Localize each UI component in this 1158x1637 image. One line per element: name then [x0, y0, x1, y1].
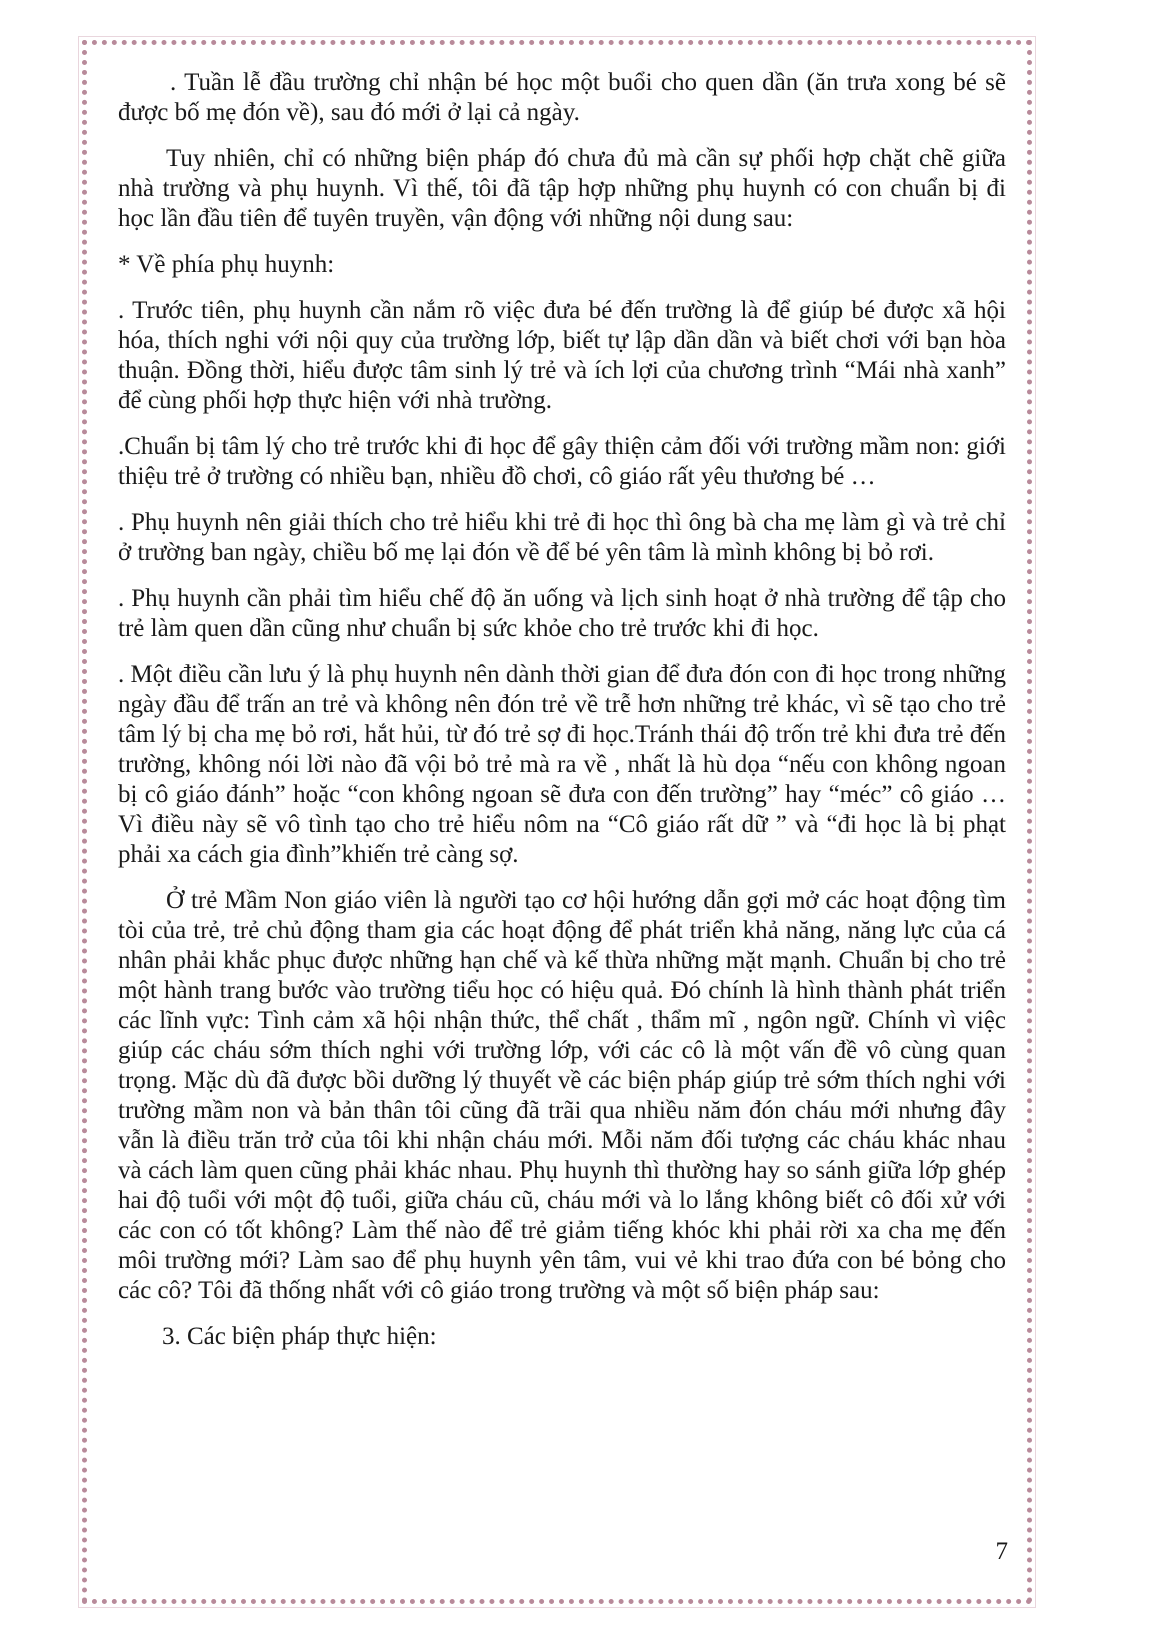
section-measures-heading: 3. Các biện pháp thực hiện: [162, 1323, 437, 1350]
paragraph-teacher-role: Ở trẻ Mầm Non giáo viên là người tạo cơ hội hướng dẫn gợi mở các hoạt động tìm tòi của trẻ, trẻ chủ động tham gia các hoạt động để phát triển khả năng, năng lực của cá nhân phải khắc phục được những hạn chế và kế thừa những mặt mạnh. Chuẩn bị cho trẻ một hành trang bước vào trường tiểu học có hiệu quả. Đó chính là hình thành phát triển các lĩnh vực: Tình cảm xã hội nhận thức, thể chất , thẩm mĩ , ngôn ngữ. Chính vì việc giúp các cháu sớm thích nghi với trường lớp, với các cô là một vấn đề vô cùng quan trọng. Mặc dù đã được bồi dưỡng lý thuyết về các biện pháp giúp trẻ sớm thích nghi với trường mầm non và bản thân tôi cũng đã trãi qua nhiều năm đón cháu mới nhưng đây vẫn là điều trăn trở của tôi khi nhận cháu mới. Mỗi năm đối tượng các cháu khác nhau và cách làm quen cũng phải khác nhau. Phụ huynh thì thường hay so sánh giữa lớp ghép hai độ tuổi với một độ tuổi, giữa cháu cũ, cháu mới và lo lắng không biết cô đối xử với các con có tốt không? Làm thế nào để trẻ giảm tiếng khóc khi phải rời xa cha mẹ đến môi trường mới? Làm sao để phụ huynh yên tâm, vui vẻ khi trao đứa con bé bỏng cho các cô? Tôi đã thống nhất với cô giáo trong trường và một số biện pháp sau: [118, 887, 1006, 1304]
paragraph-psychological-prep: .Chuẩn bị tâm lý cho trẻ trước khi đi học để gây thiện cảm đối với trường mầm non: giới thiệu trẻ ở trường có nhiều bạn, nhiều đồ chơi, cô giáo rất yêu thương bé … [118, 433, 1006, 490]
paragraph-parent-coordination: Tuy nhiên, chỉ có những biện pháp đó chưa đủ mà cần sự phối hợp chặt chẽ giữa nhà trường và phụ huynh. Vì thế, tôi đã tập hợp những phụ huynh có con chuẩn bị đi học lần đầu tiên để tuyên truyền, vận động với những nội dung sau: [118, 145, 1006, 232]
section-parents-heading: * Về phía phụ huynh: [118, 251, 335, 278]
paragraph-diet-schedule: . Phụ huynh cần phải tìm hiểu chế độ ăn uống và lịch sinh hoạt ở nhà trường để tập cho trẻ làm quen dần cũng như chuẩn bị sức khỏe cho trẻ trước khi đi học. [118, 585, 1006, 642]
paragraph-parent-awareness: . Trước tiên, phụ huynh cần nắm rõ việc đưa bé đến trường là để giúp bé được xã hội hóa, thích nghi với nội quy của trường lớp, biết tự lập dần dần và biết chơi với bạn hòa thuận. Đồng thời, hiểu được tâm sinh lý trẻ và ích lợi của chương trình “Mái nhà xanh” để cùng phối hợp thực hiện với nhà trường. [118, 297, 1006, 414]
document-body [118, 68, 1006, 1368]
paragraph-explain-to-child: . Phụ huynh nên giải thích cho trẻ hiểu khi trẻ đi học thì ông bà cha mẹ làm gì và trẻ chỉ ở trường ban ngày, chiều bố mẹ lại đón về để bé yên tâm là mình không bị bỏ rơi. [118, 509, 1006, 566]
paragraph-pickup-note: . Một điều cần lưu ý là phụ huynh nên dành thời gian để đưa đón con đi học trong những ngày đầu để trấn an trẻ và không nên đón trẻ về trễ hơn những trẻ khác, vì sẽ tạo cho trẻ tâm lý bị cha mẹ bỏ rơi, hắt hủi, từ đó trẻ sợ đi học.Tránh thái độ trốn trẻ khi đưa trẻ đến trường, không nói lời nào đã vội bỏ trẻ mà ra về , nhất là hù dọa “nếu con không ngoan bị cô giáo đánh” hoặc “con không ngoan sẽ đưa con đến trường” hay “méc” cô giáo … Vì điều này sẽ vô tình tạo cho trẻ hiểu nôm na “Cô giáo rất dữ ” và “đi học là bị phạt phải xa cách gia đình”khiến trẻ càng sợ. [118, 661, 1006, 868]
page-number: 7 [995, 1538, 1008, 1565]
paragraph-first-week: . Tuần lễ đầu trường chỉ nhận bé học một buổi cho quen dần (ăn trưa xong bé sẽ được bố mẹ đón về), sau đó mới ở lại cả ngày. [118, 69, 1006, 126]
